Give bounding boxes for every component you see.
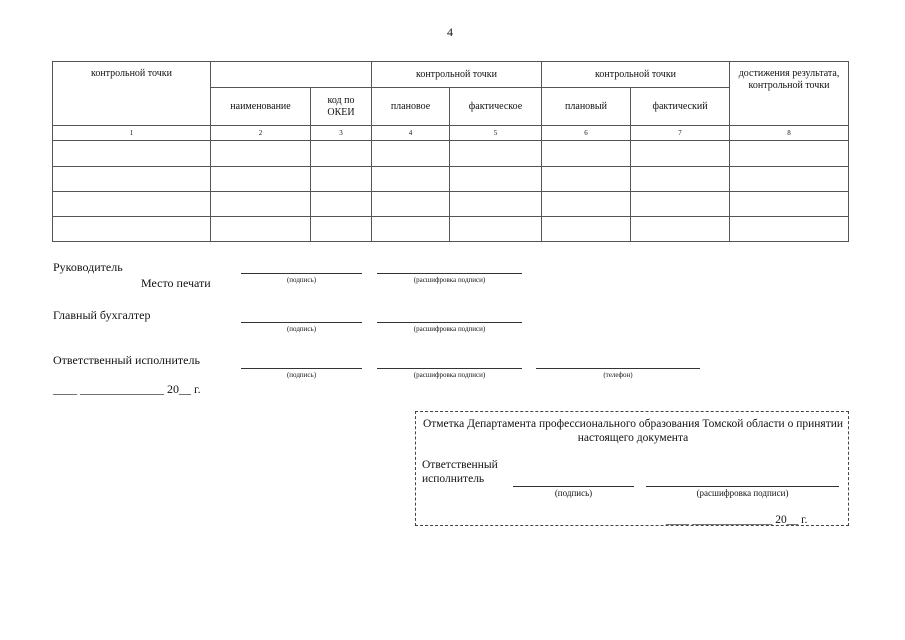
table-cell[interactable]: [631, 216, 730, 241]
head-signature-line[interactable]: [241, 273, 362, 274]
column-number: 6: [542, 126, 631, 141]
date-line[interactable]: ____ ______________ 20__ г.: [53, 382, 201, 396]
head-decoding-line[interactable]: [377, 273, 522, 274]
decoding-caption: (расшифровка подписи): [413, 325, 486, 333]
header-cell: плановый: [542, 88, 631, 126]
head-label: Руководитель: [53, 260, 123, 274]
signature-caption: (подпись): [286, 325, 317, 333]
column-number: 1: [53, 126, 211, 141]
header-cell: плановое: [372, 88, 450, 126]
signature-caption: (подпись): [286, 371, 317, 379]
table-cell[interactable]: [211, 216, 311, 241]
table-row: [53, 166, 849, 191]
table-cell[interactable]: [311, 166, 372, 191]
table-cell[interactable]: [53, 216, 211, 241]
chief-accountant-label: Главный бухгалтер: [53, 308, 151, 322]
table-cell[interactable]: [372, 191, 450, 216]
department-acceptance-box: [415, 411, 849, 526]
decoding-caption: (расшифровка подписи): [696, 488, 789, 498]
responsible-label: Ответственный исполнитель: [53, 353, 200, 367]
department-decoding-line[interactable]: [646, 486, 839, 487]
responsible-decoding-line[interactable]: [377, 368, 522, 369]
department-responsible-label-2: исполнитель: [422, 473, 485, 485]
table-cell[interactable]: [542, 141, 631, 166]
table-cell[interactable]: [450, 141, 542, 166]
table-row: [53, 191, 849, 216]
table-cell[interactable]: [450, 166, 542, 191]
header-cell: наименование: [211, 88, 311, 126]
decoding-caption: (расшифровка подписи): [413, 276, 486, 284]
signature-caption: (подпись): [286, 276, 317, 284]
phone-caption: (телефон): [603, 371, 633, 379]
header-cell: код по ОКЕИ: [311, 88, 372, 126]
header-cell: [211, 62, 372, 88]
department-signature-line[interactable]: [513, 486, 634, 487]
accountant-signature-line[interactable]: [241, 322, 362, 323]
table-cell[interactable]: [542, 166, 631, 191]
table-cell[interactable]: [450, 191, 542, 216]
decoding-caption: (расшифровка подписи): [413, 371, 486, 379]
header-row-1: [53, 62, 849, 88]
table-cell[interactable]: [631, 166, 730, 191]
column-number: 8: [730, 126, 849, 141]
stamp-label: Место печати: [141, 276, 211, 290]
department-responsible-label-1: Ответственный: [422, 459, 498, 471]
table-row: [53, 216, 849, 241]
table-cell[interactable]: [311, 191, 372, 216]
table-row: [53, 141, 849, 166]
table-cell[interactable]: [53, 141, 211, 166]
responsible-phone-line[interactable]: [536, 368, 700, 369]
table-cell[interactable]: [730, 216, 849, 241]
table-cell[interactable]: [542, 191, 631, 216]
column-number-row: [53, 126, 849, 141]
accountant-decoding-line[interactable]: [377, 322, 522, 323]
table-cell[interactable]: [372, 216, 450, 241]
table-cell[interactable]: [211, 166, 311, 191]
column-number: 2: [211, 126, 311, 141]
table-cell[interactable]: [631, 191, 730, 216]
table-cell[interactable]: [53, 166, 211, 191]
column-number: 5: [450, 126, 542, 141]
table-cell[interactable]: [730, 166, 849, 191]
table-cell[interactable]: [542, 216, 631, 241]
column-number: 3: [311, 126, 372, 141]
column-number: 4: [372, 126, 450, 141]
table-cell[interactable]: [311, 141, 372, 166]
header-cell: контрольной точки: [372, 62, 542, 88]
table-cell[interactable]: [372, 141, 450, 166]
table-cell[interactable]: [53, 191, 211, 216]
table-cell[interactable]: [631, 141, 730, 166]
report-table: [52, 61, 849, 242]
table-cell[interactable]: [730, 141, 849, 166]
table-cell[interactable]: [211, 141, 311, 166]
table-cell[interactable]: [450, 216, 542, 241]
responsible-signature-line[interactable]: [241, 368, 362, 369]
table-cell[interactable]: [730, 191, 849, 216]
department-date-line[interactable]: ____ ______________ 20__ г.: [666, 514, 808, 526]
page-number: 4: [447, 25, 453, 39]
header-cell: достижения результата, контрольной точки: [730, 62, 849, 126]
department-box-title: Отметка Департамента профессионального образования Томской области о принятии настоящего документа: [422, 418, 844, 444]
signature-caption: (подпись): [554, 488, 593, 498]
column-number: 7: [631, 126, 730, 141]
table-cell[interactable]: [311, 216, 372, 241]
header-cell: контрольной точки: [542, 62, 730, 88]
header-cell: фактический: [631, 88, 730, 126]
table-cell[interactable]: [372, 166, 450, 191]
header-cell: фактическое: [450, 88, 542, 126]
table-cell[interactable]: [211, 191, 311, 216]
header-cell: контрольной точки: [53, 62, 211, 126]
